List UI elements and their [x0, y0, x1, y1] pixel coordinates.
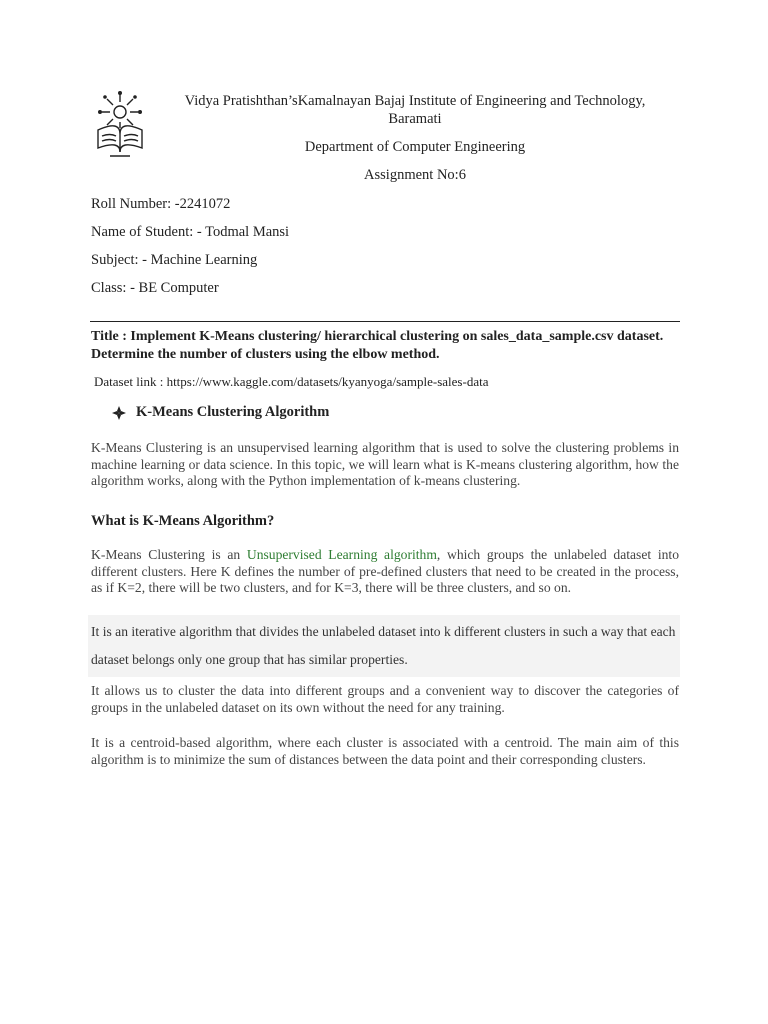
institute-name-line1: Vidya Pratishthan’sKamalnayan Bajaj Institute of Engineering and Technology,: [184, 93, 646, 109]
centroid-paragraph: It is a centroid-based algorithm, where each cluster is associated with a centroid. The main aim of this algorithm is to minimize the sum of distances between the data point and their corresponding clusters.: [91, 735, 679, 767]
student-name: Name of Student: - Todmal Mansi: [91, 224, 290, 240]
subheading: What is K-Means Algorithm?: [91, 513, 275, 529]
what-is-prefix: K-Means Clustering is an: [91, 547, 247, 562]
diamond-bullet-icon: [112, 406, 126, 420]
section-heading-text: K-Means Clustering Algorithm: [136, 404, 330, 420]
roll-number: Roll Number: -2241072: [91, 196, 231, 212]
section-heading: [112, 404, 329, 421]
highlighted-line-2: dataset belongs only one group that has similar properties.: [91, 652, 408, 667]
assignment-title: Title : Implement K-Means clustering/ hierarchical clustering on sales_data_sample.csv dataset. Determine the number of clusters using the elbow method.: [91, 329, 664, 362]
unsupervised-learning-link[interactable]: Unsupervised Learning algorithm: [246, 547, 437, 562]
groups-paragraph: It allows us to cluster the data into different groups and a convenient way to discover the categories of groups in the unlabeled dataset on its own without the need for any training.: [91, 683, 679, 715]
institute-emblem-icon: [90, 90, 150, 158]
subject: Subject: - Machine Learning: [91, 252, 258, 268]
intro-paragraph: K-Means Clustering is an unsupervised learning algorithm that is used to solve the clustering problems in machine learning or data science. In this topic, we will learn what is K-means clustering algorithm, how the algorithm works, along with the Python implementation of k-means clustering.: [91, 440, 679, 488]
highlighted-line-1: It is an iterative algorithm that divides the unlabeled dataset into k different clusters in such a way that each: [91, 624, 676, 639]
class: Class: - BE Computer: [91, 280, 219, 296]
divider-line: [90, 321, 680, 322]
assignment-number: Assignment No:6: [364, 167, 466, 183]
what-is-paragraph: [91, 547, 679, 597]
institute-name-line2: Baramati: [388, 111, 442, 127]
department-name: Department of Computer Engineering: [304, 139, 526, 155]
dataset-link[interactable]: Dataset link : https://www.kaggle.com/datasets/kyanyoga/sample-sales-data: [94, 374, 489, 389]
what-is-suffix: , which groups the unlabeled dataset into different clusters. Here K defines the number of pre-defined clusters that need to be created in the process, as if K=2, there will be two clusters, and for K=3, there will be three clusters, and so on.: [91, 547, 679, 595]
